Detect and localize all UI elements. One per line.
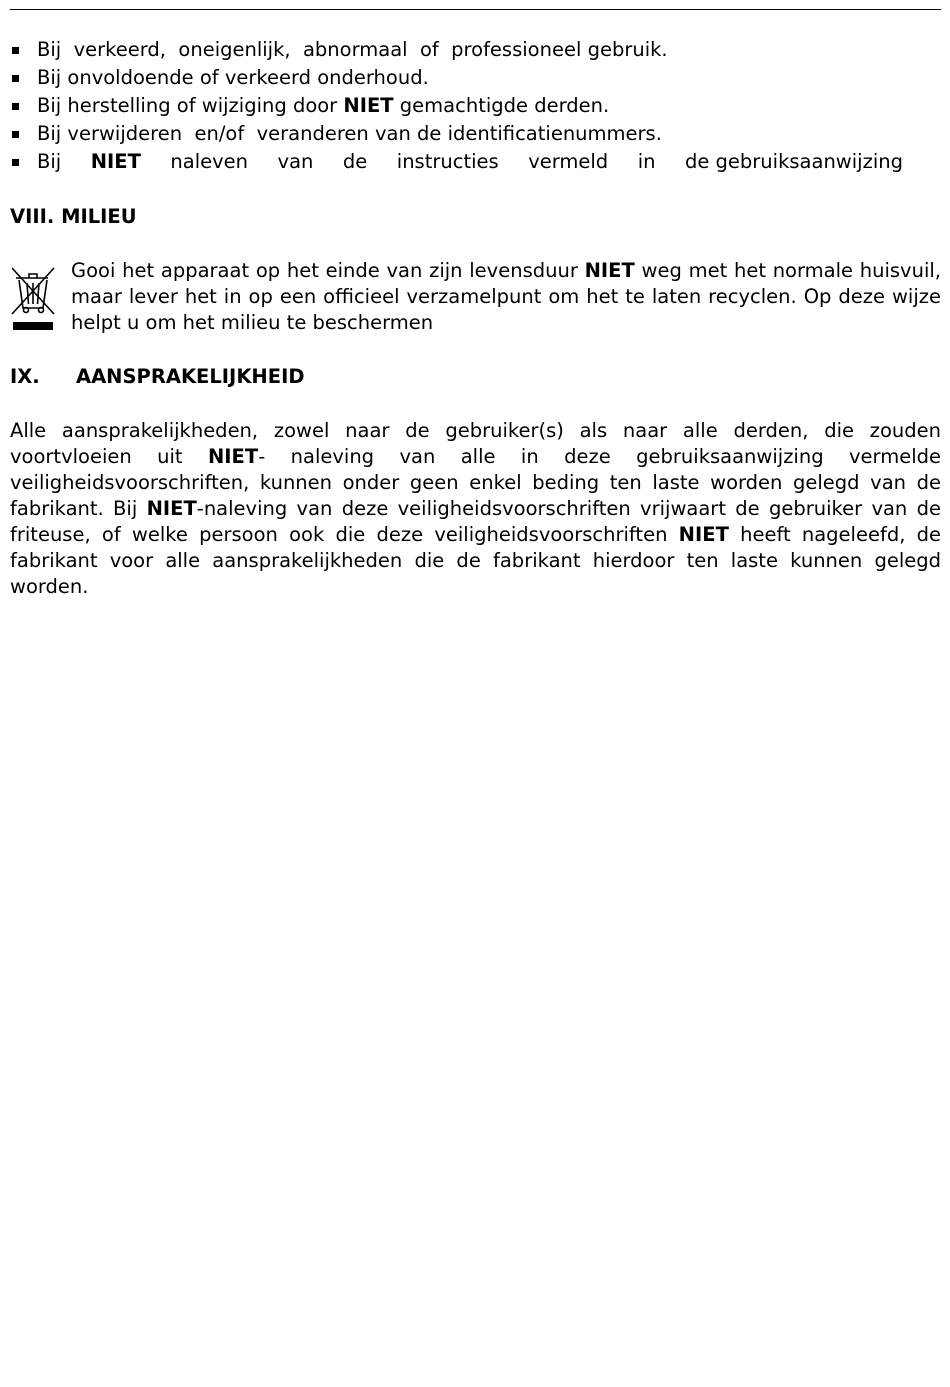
bullet-square-icon [12, 75, 19, 82]
section-heading-aansprakelijkheid: IX. AANSPRAKELIJKHEID [10, 365, 305, 388]
warranty-exclusions-list [10, 36, 941, 176]
liability-paragraph: Alle aansprakelijkheden, zowel naar de gebruiker(s) als naar alle derden, die zouden voortvloeien uit NIET- naleving van alle in deze gebruiksaanwijzing vermelde veiligheidsvoorschriften, kunnen onder geen enkel beding ten laste worden gelegd van de fabrikant. Bij NIET-naleving van deze veiligheidsvoorschriften vrijwaart de gebruiker van de friteuse, of welke persoon ook die deze veiligheidsvoorschriften NIET heeft nageleefd, de fabrikant voor alle aansprakelijkheden die de fabrikant hierdoor ten laste kunnen gelegd worden. [10, 419, 941, 598]
section-heading-milieu: VIII. MILIEU [10, 205, 137, 228]
milieu-paragraph: Gooi het apparaat op het einde van zijn levensduur NIET weg met het normale huisvuil, maar lever het in op een officieel verzamelpunt om het te laten recyclen. Op deze wijze helpt u om het milieu te beschermen [71, 259, 941, 334]
list-item: Bij verwijderen en/of veranderen van de identificatienummers. [10, 120, 941, 148]
list-item: Bij verkeerd, oneigenlijk, abnormaal of professioneel gebruik. [10, 36, 941, 64]
weee-crossed-bin-icon [10, 264, 56, 334]
header-rule [10, 9, 941, 10]
bullet-square-icon [12, 103, 19, 110]
list-item: Bij onvoldoende of verkeerd onderhoud. [10, 64, 941, 92]
bullet-square-icon [12, 131, 19, 138]
list-item: Bij NIET naleven van de instructies vermeld in de gebruiksaanwijzing [10, 148, 941, 176]
bullet-square-icon [12, 159, 19, 166]
list-item: Bij herstelling of wijziging door NIET gemachtigde derden. [10, 92, 941, 120]
bullet-square-icon [12, 47, 19, 54]
